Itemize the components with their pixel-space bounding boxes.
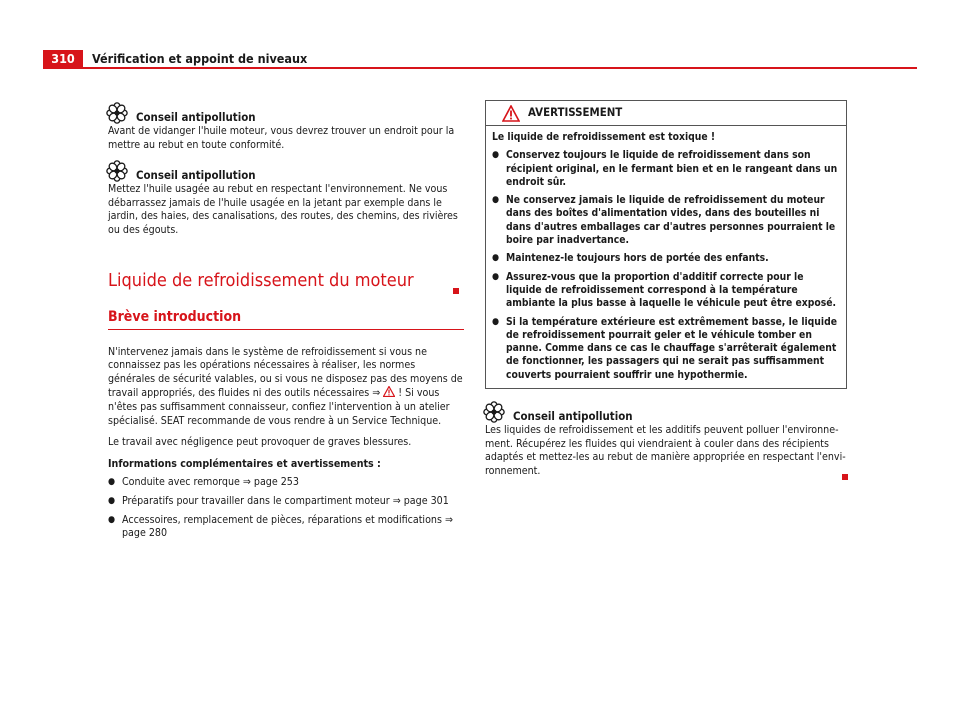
warning-item [492, 316, 840, 382]
warning-triangle-icon [502, 105, 520, 122]
flower-icon [106, 102, 128, 124]
warning-item-text: Maintenez-le toujours hors de portée des enfants. [506, 252, 769, 265]
danger-text: Le travail avec négligence peut provoquer de graves blessures. [108, 436, 412, 449]
bullet: ● [492, 195, 500, 206]
link-text[interactable]: Préparatifs pour travailler dans le compartiment moteur ⇒ page 301 [122, 494, 449, 507]
tip-text: Mettez l'huile usagée au rebut en respectant l'environnement. Ne vous débarrassez jamais de l'huile usagée en la jetant par exemple dans le jardin, des haies, des canalisations, des routes, des chemins, des rivières ou des égouts. [108, 183, 458, 236]
bullet: ● [108, 495, 116, 506]
warning-item [492, 149, 840, 189]
bullet: ● [108, 514, 116, 525]
bullet: ● [492, 253, 500, 264]
warning-item-text: Assurez-vous que la proportion d'additif correcte pour le liquide de refroidissement correspond à la température ambiante la plus basse à laquelle le véhicule peut être exposé. [506, 270, 837, 310]
flower-icon [106, 160, 128, 182]
page-number: 310 [43, 50, 83, 68]
warning-item [492, 194, 840, 247]
tip-title: Conseil antipollution [136, 110, 256, 124]
list-item[interactable] [108, 495, 464, 509]
right-column [485, 100, 847, 486]
bullet: ● [492, 316, 500, 327]
tip-title: Conseil antipollution [513, 409, 633, 424]
intro-paragraph: N'intervenez jamais dans le système de refroidissement si vous ne connaissez pas les opérations nécessaires à réaliser, les normes générales de sécurité valables, ou si vous ne disposez pas des moyens de travail appropriés, des fluides ni des outils nécessaires ⇒ ! Si vous n'êtes pas suffisamment connaisseur, confiez l'intervention à un atelier spécialisé. SEAT recommande de vous rendre à un Service Technique. [108, 345, 463, 427]
tip-title: Conseil antipollution [136, 168, 256, 183]
warning-triangle-icon[interactable] [383, 386, 395, 397]
warning-box [485, 100, 847, 389]
list-item[interactable] [108, 476, 464, 490]
link-text[interactable]: Conduite avec remorque ⇒ page 253 [122, 476, 299, 489]
subsection-title: Brève introduction [108, 308, 464, 330]
tip-coolant [485, 403, 847, 478]
tip-text: Les liquides de refroidissement et les additifs peuvent polluer l'environnement. Récupérez les fluides qui viendraient à couler dans des récipients adaptés et mettez-les au rebut de manière appropriée en respectant l'environnement. [485, 424, 846, 477]
warning-item [492, 271, 840, 311]
warning-header [486, 101, 846, 126]
warning-title: AVERTISSEMENT [528, 105, 623, 120]
left-column [108, 104, 464, 546]
page-header-title: Vérification et appoint de niveaux [92, 51, 308, 66]
tip-used-oil [108, 162, 464, 237]
warning-item-text: Ne conservez jamais le liquide de refroidissement du moteur dans des boîtes d'alimentation vides, dans des bouteilles ni dans d'autres emballages car d'autres personnes pourraient le boire par inadvertance. [506, 194, 836, 247]
end-square-icon [842, 474, 848, 480]
flower-icon [483, 401, 505, 423]
link-text[interactable]: Accessoires, remplacement de pièces, réparations et modifications ⇒ page 280 [122, 513, 453, 540]
info-heading: Informations complémentaires et avertissements : [108, 457, 381, 470]
warning-intro: Le liquide de refroidissement est toxique ! [492, 131, 716, 143]
list-item[interactable] [108, 514, 464, 541]
warning-body [486, 126, 846, 388]
warning-item-text: Conservez toujours le liquide de refroidissement dans son récipient original, en le fermant bien et en le rangeant dans un endroit sûr. [506, 149, 838, 188]
warning-item-text: Si la température extérieure est extrêmement basse, le liquide de refroidissement pourrait geler et le véhicule tomber en panne. Comme dans ce cas le chauffage s'arrêterait également de fonctionner, les passagers qui ne serait pas suffisamment couverts pourraient souffrir une hypothermie. [506, 315, 837, 381]
bullet: ● [108, 477, 116, 488]
tip-oil-change [108, 104, 464, 152]
bullet: ● [492, 271, 500, 282]
end-square-icon [453, 288, 459, 294]
section-title: Liquide de refroidissement du moteur [108, 269, 414, 291]
header-rule [43, 67, 917, 69]
bullet: ● [492, 150, 500, 161]
warning-item [492, 252, 840, 265]
tip-text: Avant de vidanger l'huile moteur, vous devrez trouver un endroit pour la mettre au rebut en toute conformité. [108, 125, 455, 151]
